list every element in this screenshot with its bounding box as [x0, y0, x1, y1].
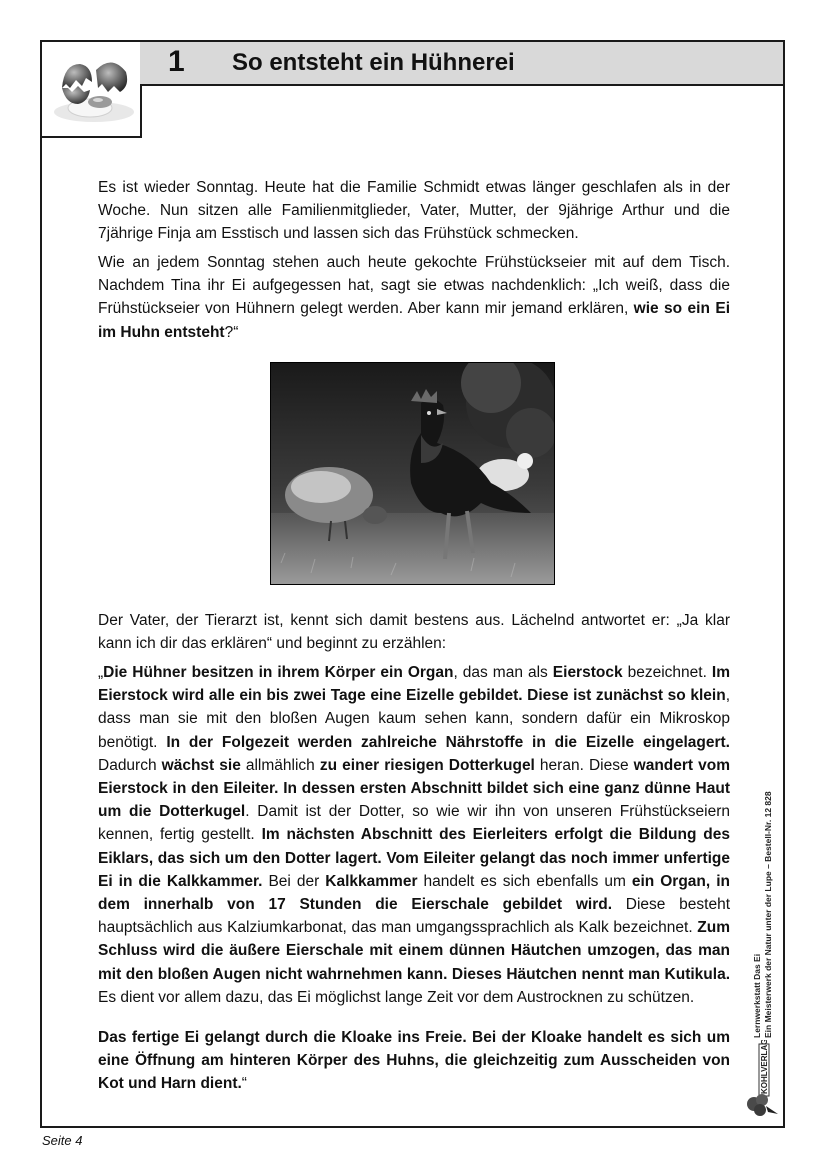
- bold-text-segment: Eierstock: [552, 664, 623, 681]
- paragraph-question: [98, 251, 730, 344]
- text-segment: bezeichnet.: [622, 664, 712, 681]
- side-series-title: Lernwerkstatt Das Ei: [752, 953, 762, 1038]
- publisher-name: KOHLVERLAG: [760, 1040, 769, 1094]
- bold-text-segment: Zum Schluss wird die äußere Eierschale mit einem dünnen Häutchen umzogen, das man mit den bloßen Augen nicht wahrnehmen kann. Dieses Häutchen nennt man Kutikula.: [98, 919, 730, 983]
- text-segment: handelt es sich ebenfalls um: [417, 872, 632, 890]
- text-segment: , dass man sie mit den bloßen Augen kaum sehen kann, sondern dafür ein Mikroskop benötigt.: [98, 687, 730, 751]
- paragraph-conclusion: [98, 1026, 730, 1096]
- cracked-egg-icon: [42, 42, 140, 136]
- text-segment: Der Vater, der Tierarzt ist, kennt sich damit bestens aus. Lächelnd antwortet er: „Ja klar kann ich dir das erklären“ und beginnt zu erzählen:: [98, 612, 730, 653]
- text-segment: Bei der: [262, 872, 326, 890]
- bold-text-segment: Im Eierstock wird alle ein bis zwei Tage eine Eizelle gebildet. Diese ist zunächst so klein: [98, 664, 730, 705]
- kohl-verlag-logo-icon: [744, 1040, 780, 1120]
- side-subtitle-order: Ein Meisterwerk der Natur unter der Lupe – Bestell-Nr. 12 828: [763, 791, 773, 1038]
- text-segment: . Damit ist der Dotter, so wie wir ihn von unseren Frühstückseiern kennen, fertig gestellt.: [98, 803, 730, 844]
- text-segment: , das man als: [453, 664, 553, 681]
- text-segment: Dadurch: [98, 756, 162, 774]
- chapter-title: So entsteht ein Hühnerei: [232, 49, 515, 76]
- bold-text-segment: Kalkkammer: [325, 872, 418, 890]
- bold-text-segment: wie so ein Ei im Huhn entsteht: [98, 300, 730, 341]
- text-segment: „: [98, 664, 104, 681]
- text-segment: heran. Diese: [534, 756, 634, 774]
- text-segment: Diese besteht hauptsächlich aus Kalziumkarbonat, das man umgangssprachlich als Kalk bezeichnet.: [98, 896, 731, 937]
- chapter-number: 1: [168, 45, 185, 78]
- page-number: Seite 4: [42, 1133, 83, 1148]
- bold-text-segment: ein Organ, in dem innerhalb von 17 Stunden die Eierschale gebildet wird.: [98, 872, 730, 914]
- publisher-logo: [744, 1040, 780, 1120]
- rooster-photo: [270, 362, 555, 585]
- text-segment: ?“: [224, 323, 239, 341]
- bold-text-segment: Die Hühner besitzen in ihrem Körper ein Organ: [103, 664, 454, 681]
- bold-text-segment: zu einer riesigen Dotterkugel: [319, 756, 535, 774]
- paragraph-explanation: [98, 661, 730, 1009]
- text-segment: “: [241, 1075, 247, 1093]
- text-segment: Es dient vor allem dazu, das Ei möglichst lange Zeit vor dem Austrocknen zu schützen.: [98, 988, 695, 1006]
- paragraph-intro: [98, 176, 730, 246]
- bold-text-segment: Im nächsten Abschnitt des Eierleiters erfolgt die Bildung des Eiklars, das sich um den Dotter lagert. Vom Eileiter gelangt das noch immer unfertige Ei in die Kalkkammer.: [98, 826, 730, 890]
- text-segment: Wie an jedem Sonntag stehen auch heute gekochte Frühstückseier mit auf dem Tisch. Nachdem Tina ihr Ei aufgegessen hat, sagt sie etwas nachdenklich: „Ich weiß, dass die Frühstückseier von Hühnern gelegt werden. Aber kann mir jemand erklären,: [98, 254, 730, 318]
- bold-text-segment: Das fertige Ei gelangt durch die Kloake ins Freie. Bei der Kloake handelt es sich um eine Öffnung am hinteren Körper des Huhns, die gleichzeitig zum Ausscheiden von Kot und Harn dient.: [98, 1029, 730, 1093]
- text-segment: allmählich: [240, 756, 320, 774]
- bold-text-segment: wandert vom Eierstock in den Eileiter. In dessen ersten Abschnitt bildet sich eine ganz dünne Haut um die Dotterkugel: [98, 756, 730, 821]
- rooster-and-hens-image: [271, 363, 554, 584]
- bold-text-segment: wächst sie: [161, 756, 241, 774]
- bold-text-segment: In der Folgezeit werden zahlreiche Nährstoffe in die Eizelle eingelagert.: [166, 733, 730, 751]
- chapter-icon-box: [40, 40, 142, 138]
- paragraph-father: [98, 609, 730, 655]
- text-segment: Es ist wieder Sonntag. Heute hat die Familie Schmidt etwas länger geschlafen als in der Woche. Nun sitzen alle Familienmitglieder, Vater, Mutter, der 9jährige Arthur und die 7jährige Finja am Esstisch und lassen sich das Frühstück schmecken.: [98, 179, 730, 243]
